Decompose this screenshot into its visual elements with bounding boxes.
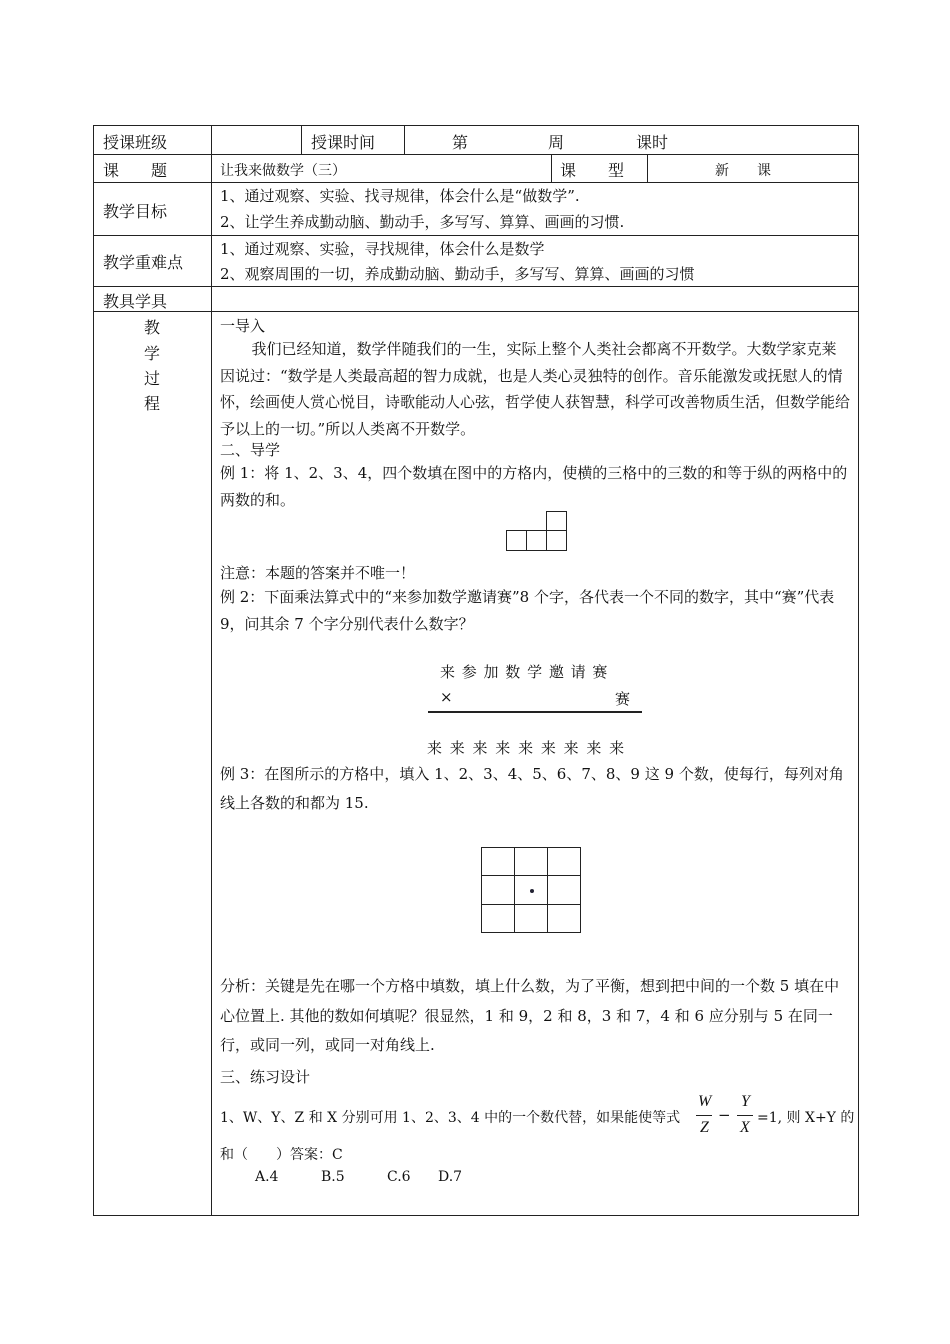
key-point: 1、通过观察、实验，寻找规律，体会什么是数学 [220, 240, 545, 258]
process-label-char: 过 [144, 369, 161, 388]
col-divider [301, 125, 302, 154]
analysis-text: 分析：关键是先在哪一个方格中填数，填上什么数，为了平衡，想到把中间的一个数 5 填在中心位置上. 其他的数如何填呢？很显然，1 和 9，2 和 8，3 和 7，4 和 6 应分别与 5 在同一行，或同一列，或同一对角线上. [220, 977, 840, 1054]
example-3-text: 例 3：在图所示的方格中，填入 1、2、3、4、5、6、7、8、9 这 9 个数，使每行，每列对角线上各数的和都为 15. [220, 765, 844, 812]
center-dot [530, 889, 534, 893]
fraction-numerator: Y [741, 1093, 750, 1110]
tools-label: 教具学具 [103, 292, 168, 311]
grid-line [481, 875, 581, 876]
section-2-title: 二、导学 [220, 441, 281, 459]
fraction-bar [696, 1115, 712, 1116]
week-mid: 周 [548, 133, 565, 152]
example-2-text: 例 2：下面乘法算式中的“来参加数学邀请赛”8 个字，各代表一个不同的数字，其中“赛”代表 9，问其余 7 个字分别代表什么数字？ [220, 588, 835, 633]
multiplication-top-row: 来 参 加 数 学 邀 请 赛 [440, 663, 609, 681]
fraction-denominator: Z [700, 1119, 709, 1136]
grid-cell [546, 511, 567, 531]
col-divider [551, 154, 552, 182]
section-1-title: 一导入 [220, 317, 266, 335]
process-label-char: 学 [144, 344, 161, 363]
process-label-char: 程 [144, 394, 161, 413]
question-1-answer: 和（ ）答案：C [220, 1147, 343, 1163]
key-point: 2、观察周围的一切，养成勤动脑、勤动手，多写写、算算、画画的习惯 [220, 265, 695, 283]
table-border-bottom [93, 1215, 859, 1216]
note-text: 注意：本题的答案并不唯一！ [220, 564, 416, 582]
goals-label: 教学目标 [103, 202, 168, 221]
row-divider [93, 182, 859, 183]
table-border-top [93, 125, 859, 126]
question-1-tail: =1, 则 X+Y 的 [757, 1110, 855, 1126]
grid-cell [506, 530, 527, 551]
key-label: 教学重难点 [103, 253, 184, 272]
grid-line [547, 847, 548, 933]
section-1-text: 我们已经知道，数学伴随我们的一生，实际上整个人类社会都离不开数学。大数学家克莱因说过：“数学是人类最高超的智力成就，也是人类心灵独特的创作。音乐能激发或抚慰人的情怀，绘画使人赏心悦目，诗歌能动人心弦，哲学使人获智慧，科学可改善物质生活，但数学能给予以上的一切。”所以人类离不开数学。 [220, 340, 851, 438]
question-1-text: 1、W、Y、Z 和 X 分别可用 1、2、3、4 中的一个数代替，如果能使等式 [220, 1110, 681, 1126]
type-label: 课 型 [560, 161, 625, 180]
multiplication-rule [428, 711, 642, 713]
row-divider [93, 235, 859, 236]
week-suffix: 课时 [636, 133, 669, 152]
option-d: D.7 [438, 1169, 463, 1185]
label-column-divider [211, 125, 212, 1216]
row-divider [93, 154, 859, 155]
option-b: B.5 [321, 1169, 345, 1185]
minus-sign: − [718, 1106, 731, 1124]
times-sign: × [440, 688, 453, 706]
option-c: C.6 [387, 1169, 411, 1185]
goal-item: 2、让学生养成勤动脑、勤动手，多写写、算算、画画的习惯. [220, 213, 625, 231]
table-border-left [93, 125, 94, 1216]
example-1-text: 例 1：将 1、2、3、4，四个数填在图中的方格内，使横的三格中的三数的和等于纵的两格中的两数的和。 [220, 464, 848, 509]
grid-cell [546, 530, 567, 551]
process-label-char: 教 [144, 318, 161, 337]
col-divider [404, 125, 405, 154]
fraction-denominator: X [740, 1119, 750, 1136]
multiplication-result: 来 来 来 来 来 来 来 来 来 [427, 739, 626, 757]
topic-value: 让我来做数学（三） [220, 163, 346, 179]
time-label: 授课时间 [311, 133, 376, 152]
grid-line [514, 847, 515, 933]
type-value: 新 课 [715, 163, 771, 179]
topic-label: 课 题 [103, 161, 168, 180]
section-3-title: 三、练习设计 [220, 1068, 311, 1086]
row-divider [93, 286, 859, 287]
grid-cell [526, 530, 547, 551]
grid-line [481, 904, 581, 905]
col-divider [647, 154, 648, 182]
class-label: 授课班级 [103, 133, 168, 152]
table-border-right [858, 125, 859, 1216]
row-divider [93, 311, 859, 312]
multiplier-char: 赛 [615, 690, 631, 708]
fraction-bar [737, 1115, 753, 1116]
fraction-numerator: W [698, 1093, 712, 1110]
option-a: A.4 [255, 1169, 279, 1185]
week-prefix: 第 [452, 133, 469, 152]
goal-item: 1、通过观察、实验、找寻规律，体会什么是“做数学”. [220, 187, 580, 205]
